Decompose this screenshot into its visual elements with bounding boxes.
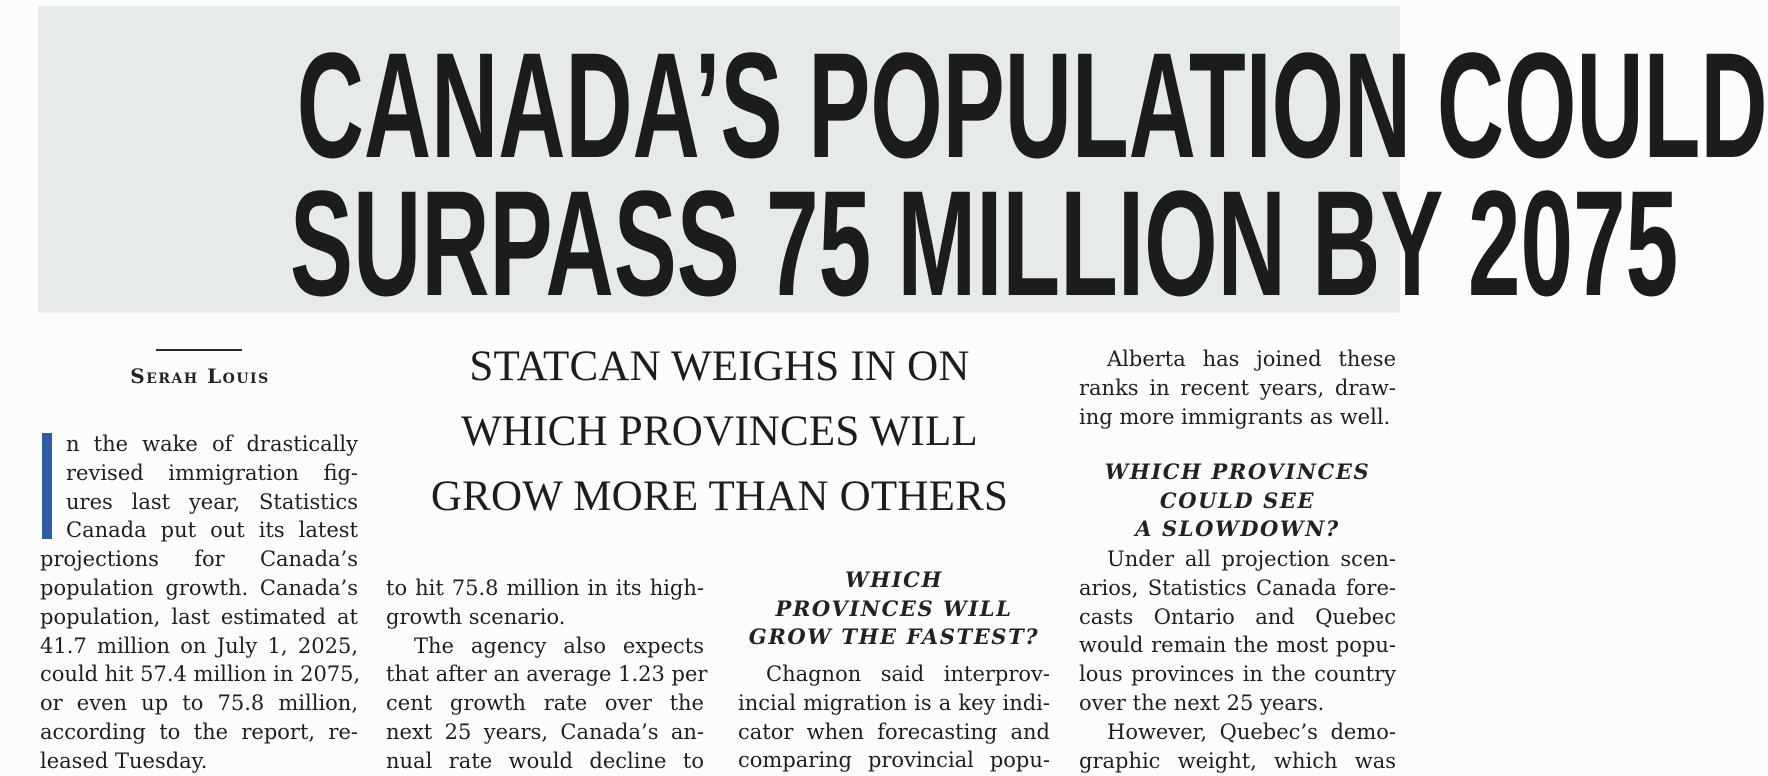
body-line: next 25 years, Canada’s an-	[386, 719, 704, 744]
body-line: leased Tuesday.	[40, 748, 208, 773]
body-line: Chagnon said interprov-	[766, 662, 1050, 686]
article-column-3	[738, 660, 1050, 775]
body-line: cent growth rate over the	[386, 691, 704, 716]
body-line: that after an average 1.23 per	[386, 662, 708, 687]
article-column-4	[1079, 345, 1396, 431]
section-heading-line: COULD SEE	[1159, 487, 1316, 513]
subheadline	[372, 334, 1067, 529]
body-line: could hit 57.4 million in 2075,	[40, 662, 361, 687]
section-heading-fastest	[738, 566, 1050, 652]
body-line: nual rate would decline to	[386, 748, 704, 773]
body-line: revised immigration fig-	[66, 460, 358, 485]
body-line: lous provinces in the country	[1079, 662, 1396, 687]
body-line: comparing provincial popu-	[738, 748, 1050, 773]
article-column-4-continued	[1079, 545, 1396, 775]
body-line: n the wake of drastically	[66, 432, 358, 456]
article-column-1	[40, 430, 361, 776]
headline-line-1: CANADA’S POPULATION COULD	[296, 21, 1768, 189]
body-line: 41.7 million on July 1, 2025,	[40, 633, 358, 658]
body-line: ranks in recent years, draw-	[1079, 375, 1396, 400]
body-line: graphic weight, which was	[1079, 748, 1396, 773]
byline-rule	[156, 349, 242, 351]
headline-banner	[38, 6, 1768, 327]
section-heading-line: WHICH PROVINCES	[1104, 459, 1371, 484]
section-heading-slowdown	[1079, 458, 1396, 544]
body-line: or even up to 75.8 million,	[40, 691, 358, 716]
body-line: to hit 75.8 million in its high-	[386, 576, 704, 600]
body-line: Under all projection scen-	[1107, 547, 1396, 571]
body-line: over the next 25 years.	[1079, 690, 1325, 715]
subheadline-line-2: WHICH PROVINCES WILL	[461, 408, 978, 455]
body-line: ing more immigrants as well.	[1079, 404, 1391, 429]
body-line: However, Quebec’s demo-	[1107, 719, 1396, 744]
headline-line-2: SURPASS 75 MILLION BY 2075	[289, 159, 1679, 327]
byline: Serah Louis	[130, 364, 270, 388]
body-line: growth scenario.	[386, 604, 566, 629]
body-line: Canada put out its latest	[66, 518, 358, 543]
section-heading-line: PROVINCES WILL	[775, 595, 1013, 621]
body-line: casts Ontario and Quebec	[1079, 604, 1396, 629]
section-heading-line: WHICH	[845, 567, 943, 592]
section-heading-line: GROW THE FASTEST?	[748, 624, 1040, 649]
subheadline-line-3: GROW MORE THAN OTHERS	[430, 473, 1009, 520]
body-line: ures last year, Statistics	[66, 489, 358, 514]
body-line: arios, Statistics Canada fore-	[1079, 575, 1396, 600]
body-line: according to the report, re-	[40, 719, 358, 744]
body-line: projections for Canada’s	[40, 547, 358, 572]
body-line: incial migration is a key indi-	[738, 690, 1050, 715]
body-line: Alberta has joined these	[1107, 347, 1396, 371]
body-line: cator when forecasting and	[738, 719, 1050, 744]
body-line: population growth. Canada’s	[40, 575, 358, 600]
section-heading-line: A SLOWDOWN?	[1135, 516, 1340, 541]
article-column-2	[386, 574, 708, 776]
body-line: would remain the most popu-	[1079, 633, 1396, 658]
subheadline-line-1: STATCAN WEIGHS IN ON	[469, 343, 970, 390]
body-line: The agency also expects	[414, 633, 704, 658]
body-line: population, last estimated at	[40, 604, 358, 629]
